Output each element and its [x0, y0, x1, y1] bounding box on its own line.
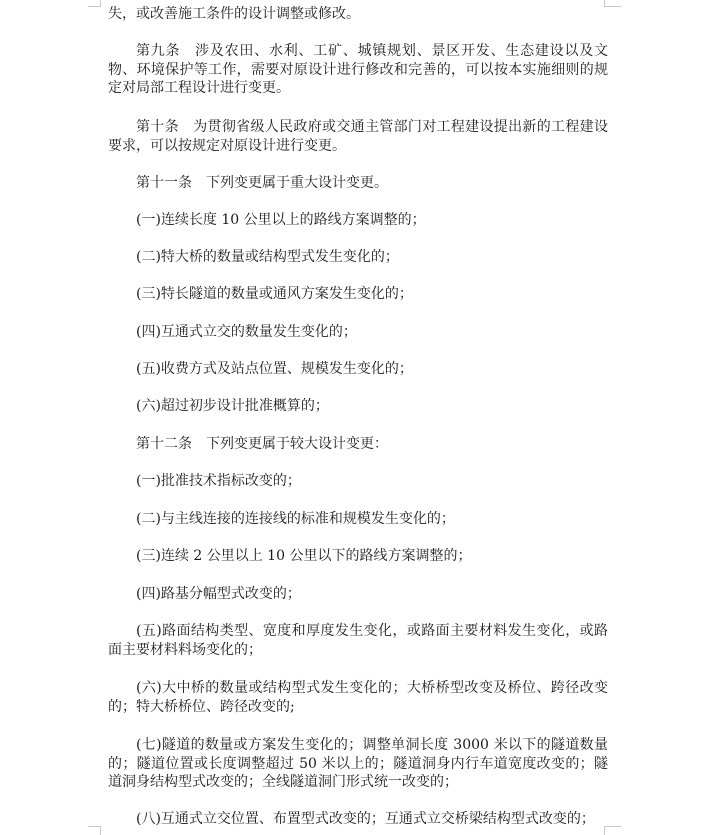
list-item: (四)路基分幅型式改变的；: [136, 586, 301, 602]
list-item: (一)批准技术指标改变的；: [136, 473, 301, 489]
article-12-heading: 第十二条 下列变更属于较大设计变更：: [136, 436, 388, 452]
list-item: (二)与主线连接的连接线的标准和规模发生变化的；: [136, 511, 455, 527]
list-item: (一)连续长度 10 公里以上的路线方案调整的；: [136, 212, 426, 228]
list-item: (五)路面结构类型、宽度和厚度发生变化，或路面主要材料发生变化，或路面主要材料料场变化的；: [108, 623, 608, 658]
list-item: (二)特大桥的数量或结构型式发生变化的；: [136, 249, 399, 265]
article-11-heading: 第十一条 下列变更属于重大设计变更。: [136, 175, 388, 191]
list-item: (五)收费方式及站点位置、规模发生变化的；: [136, 361, 413, 377]
list-item: (三)特长隧道的数量或通风方案发生变化的；: [136, 286, 413, 302]
list-item: (八)互通式立交位置、布置型式改变的；互通式立交桥梁结构型式改变的；: [136, 811, 595, 827]
article-9: 第九条 涉及农田、水利、工矿、城镇规划、景区开发、生态建设以及文物、环境保护等工作，需要对原设计进行修改和完善的，可以按本实施细则的规定对局部工程设计进行变更。: [108, 43, 608, 96]
article-10: 第十条 为贯彻省级人民政府或交通主管部门对工程建设提出新的工程建设要求，可以按规定对原设计进行变更。: [108, 119, 608, 154]
paragraph-continuation: 失，或改善施工条件的设计调整或修改。: [108, 6, 360, 22]
list-item: (六)超过初步设计批准概算的；: [136, 398, 329, 414]
list-item: (四)互通式立交的数量发生变化的；: [136, 324, 357, 340]
list-item: (六)大中桥的数量或结构型式发生变化的；大桥桥型改变及桥位、跨径改变的；特大桥桥位、跨径改变的;: [108, 680, 608, 715]
list-item: (三)连续 2 公里以上 10 公里以下的路线方案调整的；: [136, 548, 472, 564]
margin-corner-top-left: [88, 0, 101, 7]
list-item: (七)隧道的数量或方案发生变化的；调整单洞长度 3000 米以下的隧道数量的；隧道位置或长度调整超过 50 米以上的；隧道洞身内行车道宽度改变的；隧道洞身结构型式改变的；全线隧道洞门形式统一改变的；: [108, 737, 608, 790]
